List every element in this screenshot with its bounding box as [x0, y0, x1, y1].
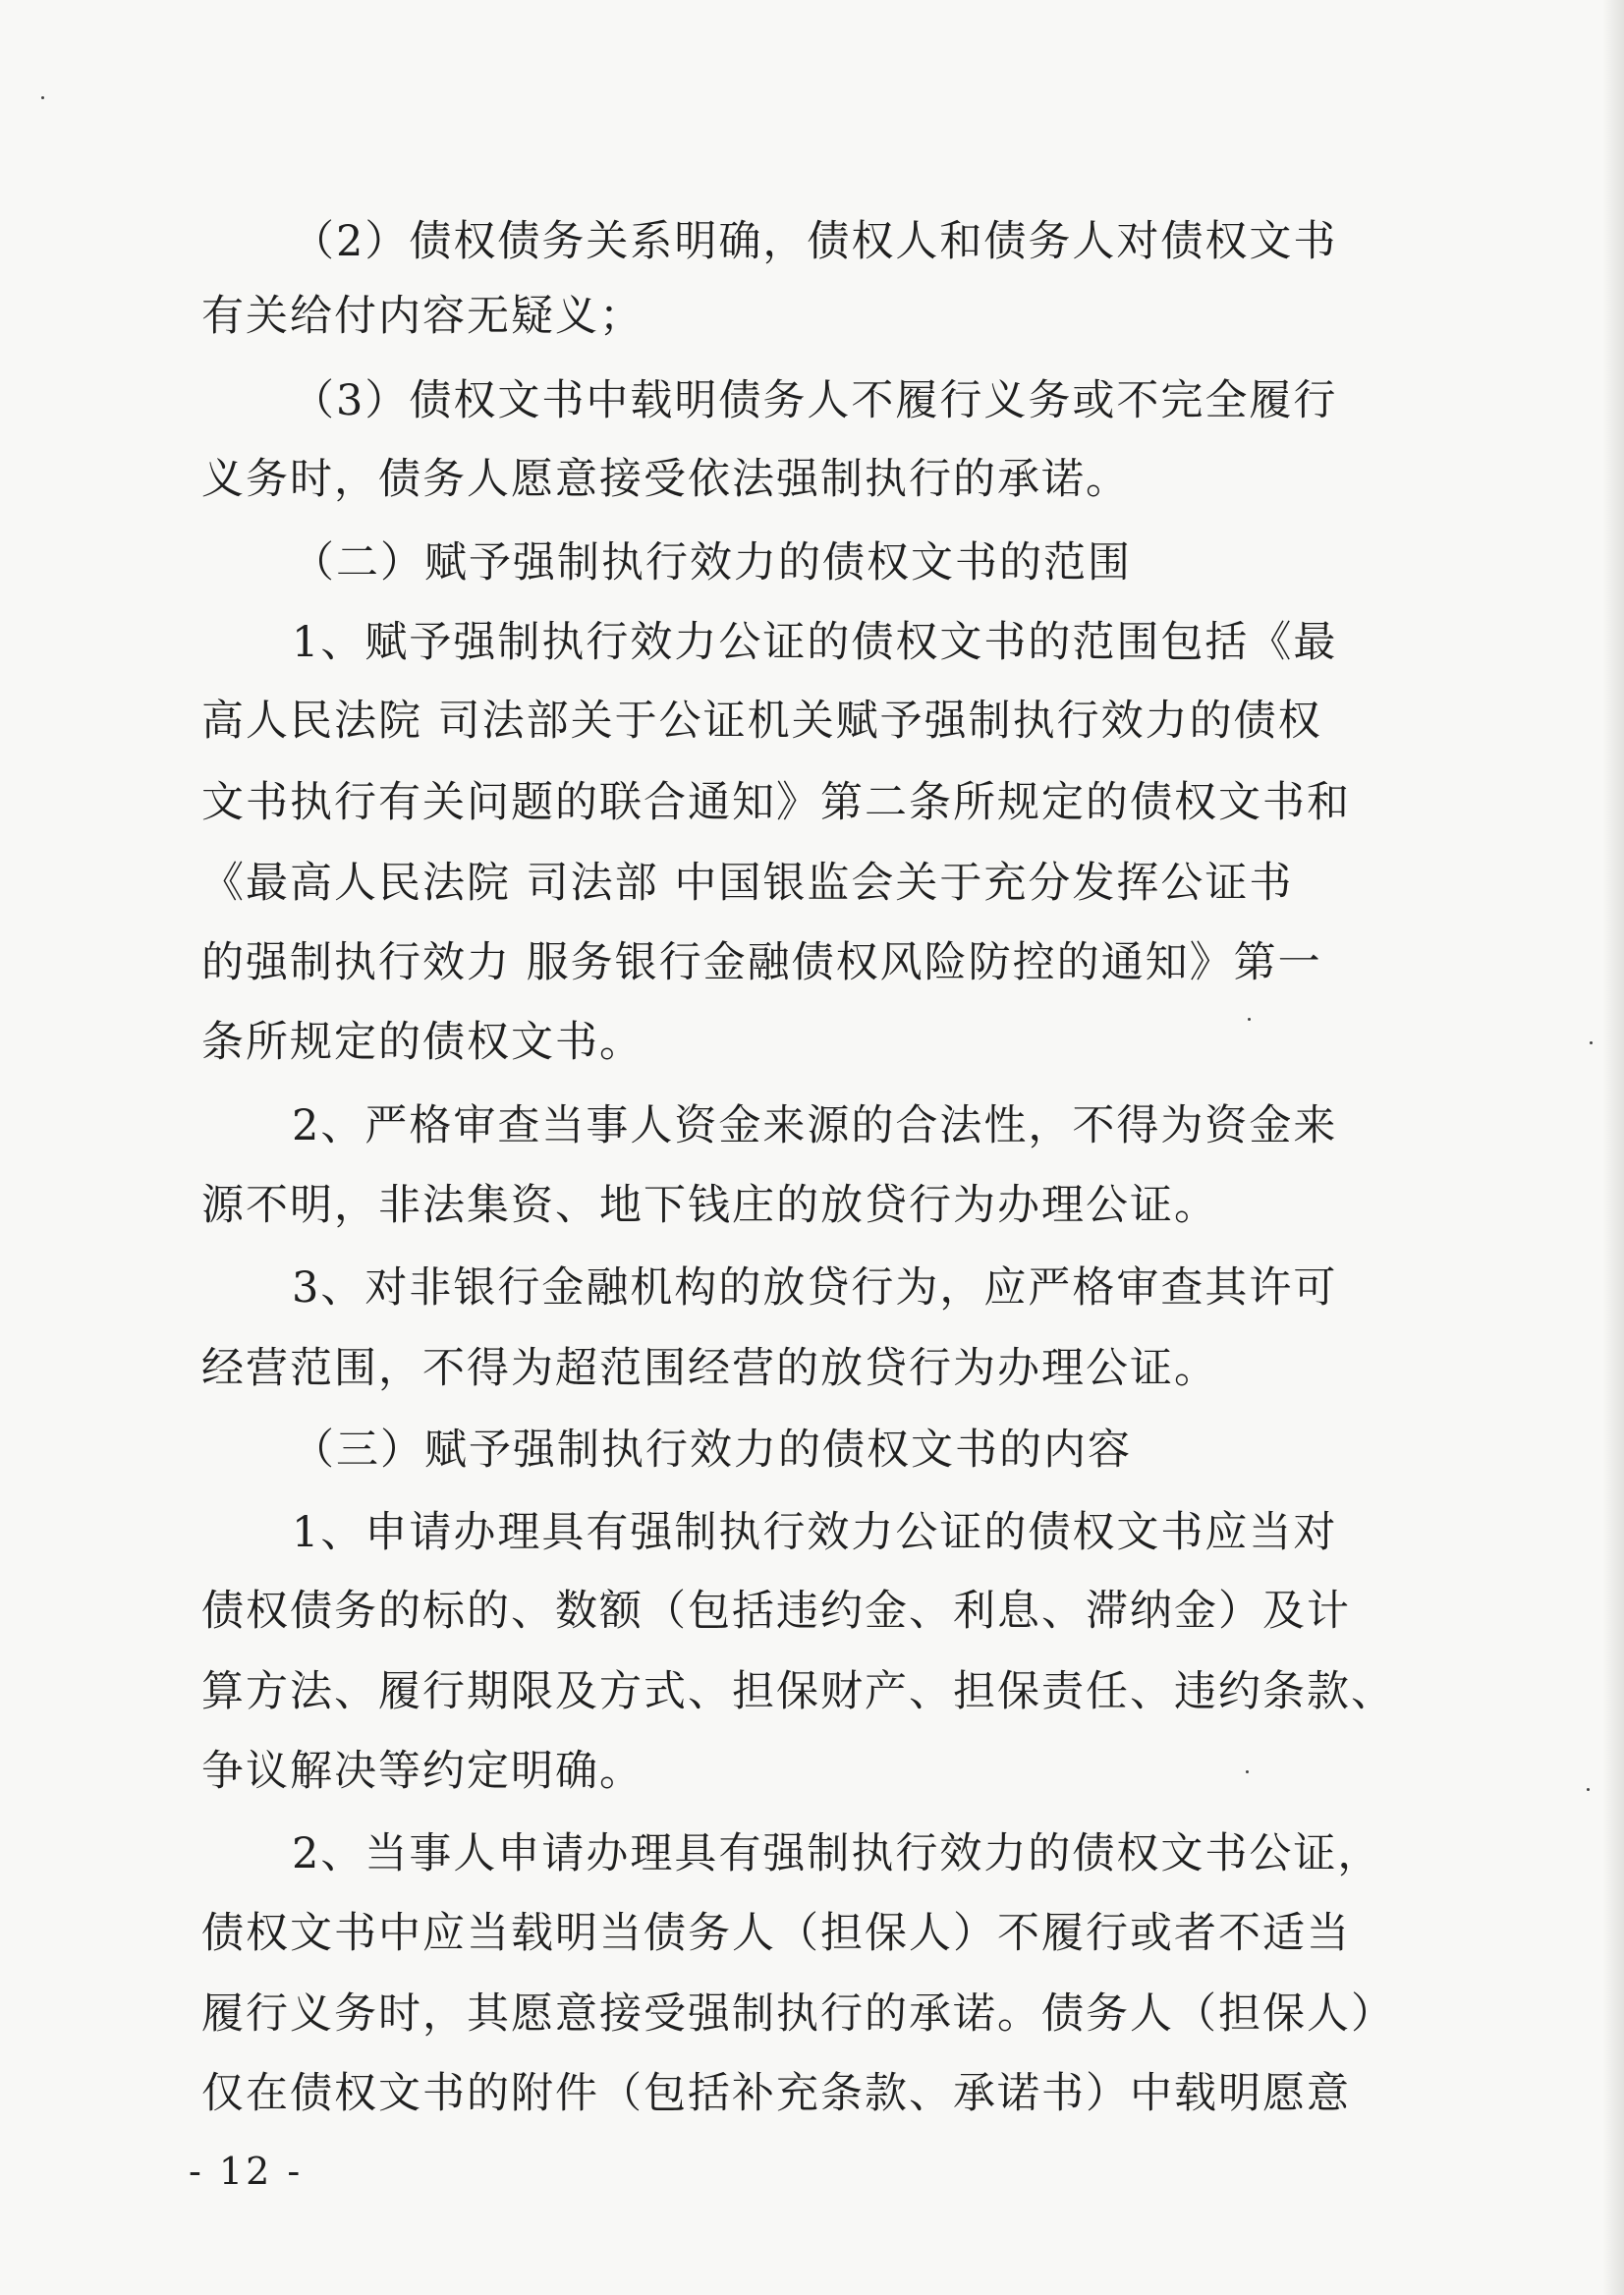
paragraph-line: （3）债权文书中载明债务人不履行义务或不完全履行 — [292, 376, 1338, 425]
paragraph-line: 算方法、履行期限及方式、担保财产、担保责任、违约条款、 — [201, 1667, 1395, 1716]
paragraph-line: 条所规定的债权文书。 — [201, 1018, 644, 1067]
paragraph-line: 2、当事人申请办理具有强制执行效力的债权文书公证， — [292, 1829, 1382, 1878]
paragraph-line: 1、赋予强制执行效力公证的债权文书的范围包括《最 — [292, 618, 1338, 667]
page-number: - 12 - — [189, 2150, 304, 2193]
scan-edge-shadow — [1602, 0, 1624, 2295]
paragraph-line: （2）债权债务关系明确，债权人和债务人对债权文书 — [292, 217, 1338, 266]
paragraph-line: 有关给付内容无疑义； — [201, 292, 644, 341]
scan-speck — [1248, 1018, 1251, 1021]
section-heading: （二）赋予强制执行效力的债权文书的范围 — [292, 538, 1132, 588]
paragraph-line: 3、对非银行金融机构的放贷行为，应严格审查其许可 — [292, 1263, 1338, 1313]
paragraph-line: 源不明，非法集资、地下钱庄的放贷行为办理公证。 — [201, 1181, 1218, 1230]
section-heading: （三）赋予强制执行效力的债权文书的内容 — [292, 1426, 1132, 1475]
paragraph-line: 义务时，债务人愿意接受依法强制执行的承诺。 — [201, 455, 1130, 504]
paragraph-line: 高人民法院 司法部关于公证机关赋予强制执行效力的债权 — [201, 697, 1322, 746]
paragraph-line: 仅在债权文书的附件（包括补充条款、承诺书）中载明愿意 — [201, 2069, 1351, 2118]
paragraph-line: 经营范围，不得为超范围经营的放贷行为办理公证。 — [201, 1344, 1218, 1393]
scan-speck — [1590, 1041, 1593, 1044]
scan-speck — [1246, 1770, 1249, 1773]
paragraph-line: 履行义务时，其愿意接受强制执行的承诺。债务人（担保人） — [201, 1989, 1395, 2039]
paragraph-line: 债权文书中应当载明当债务人（担保人）不履行或者不适当 — [201, 1909, 1351, 1958]
scan-speck — [41, 96, 44, 99]
paragraph-line: 文书执行有关问题的联合通知》第二条所规定的债权文书和 — [201, 778, 1351, 827]
paragraph-line: 《最高人民法院 司法部 中国银监会关于充分发挥公证书 — [201, 859, 1294, 908]
paragraph-line: 争议解决等约定明确。 — [201, 1747, 644, 1796]
paragraph-line: 的强制执行效力 服务银行金融债权风险防控的通知》第一 — [201, 938, 1322, 987]
scan-speck — [1587, 1788, 1590, 1791]
paragraph-line: 1、申请办理具有强制执行效力公证的债权文书应当对 — [292, 1508, 1338, 1557]
paragraph-line: 2、严格审查当事人资金来源的合法性，不得为资金来 — [292, 1101, 1338, 1150]
paragraph-line: 债权债务的标的、数额（包括违约金、利息、滞纳金）及计 — [201, 1587, 1351, 1636]
